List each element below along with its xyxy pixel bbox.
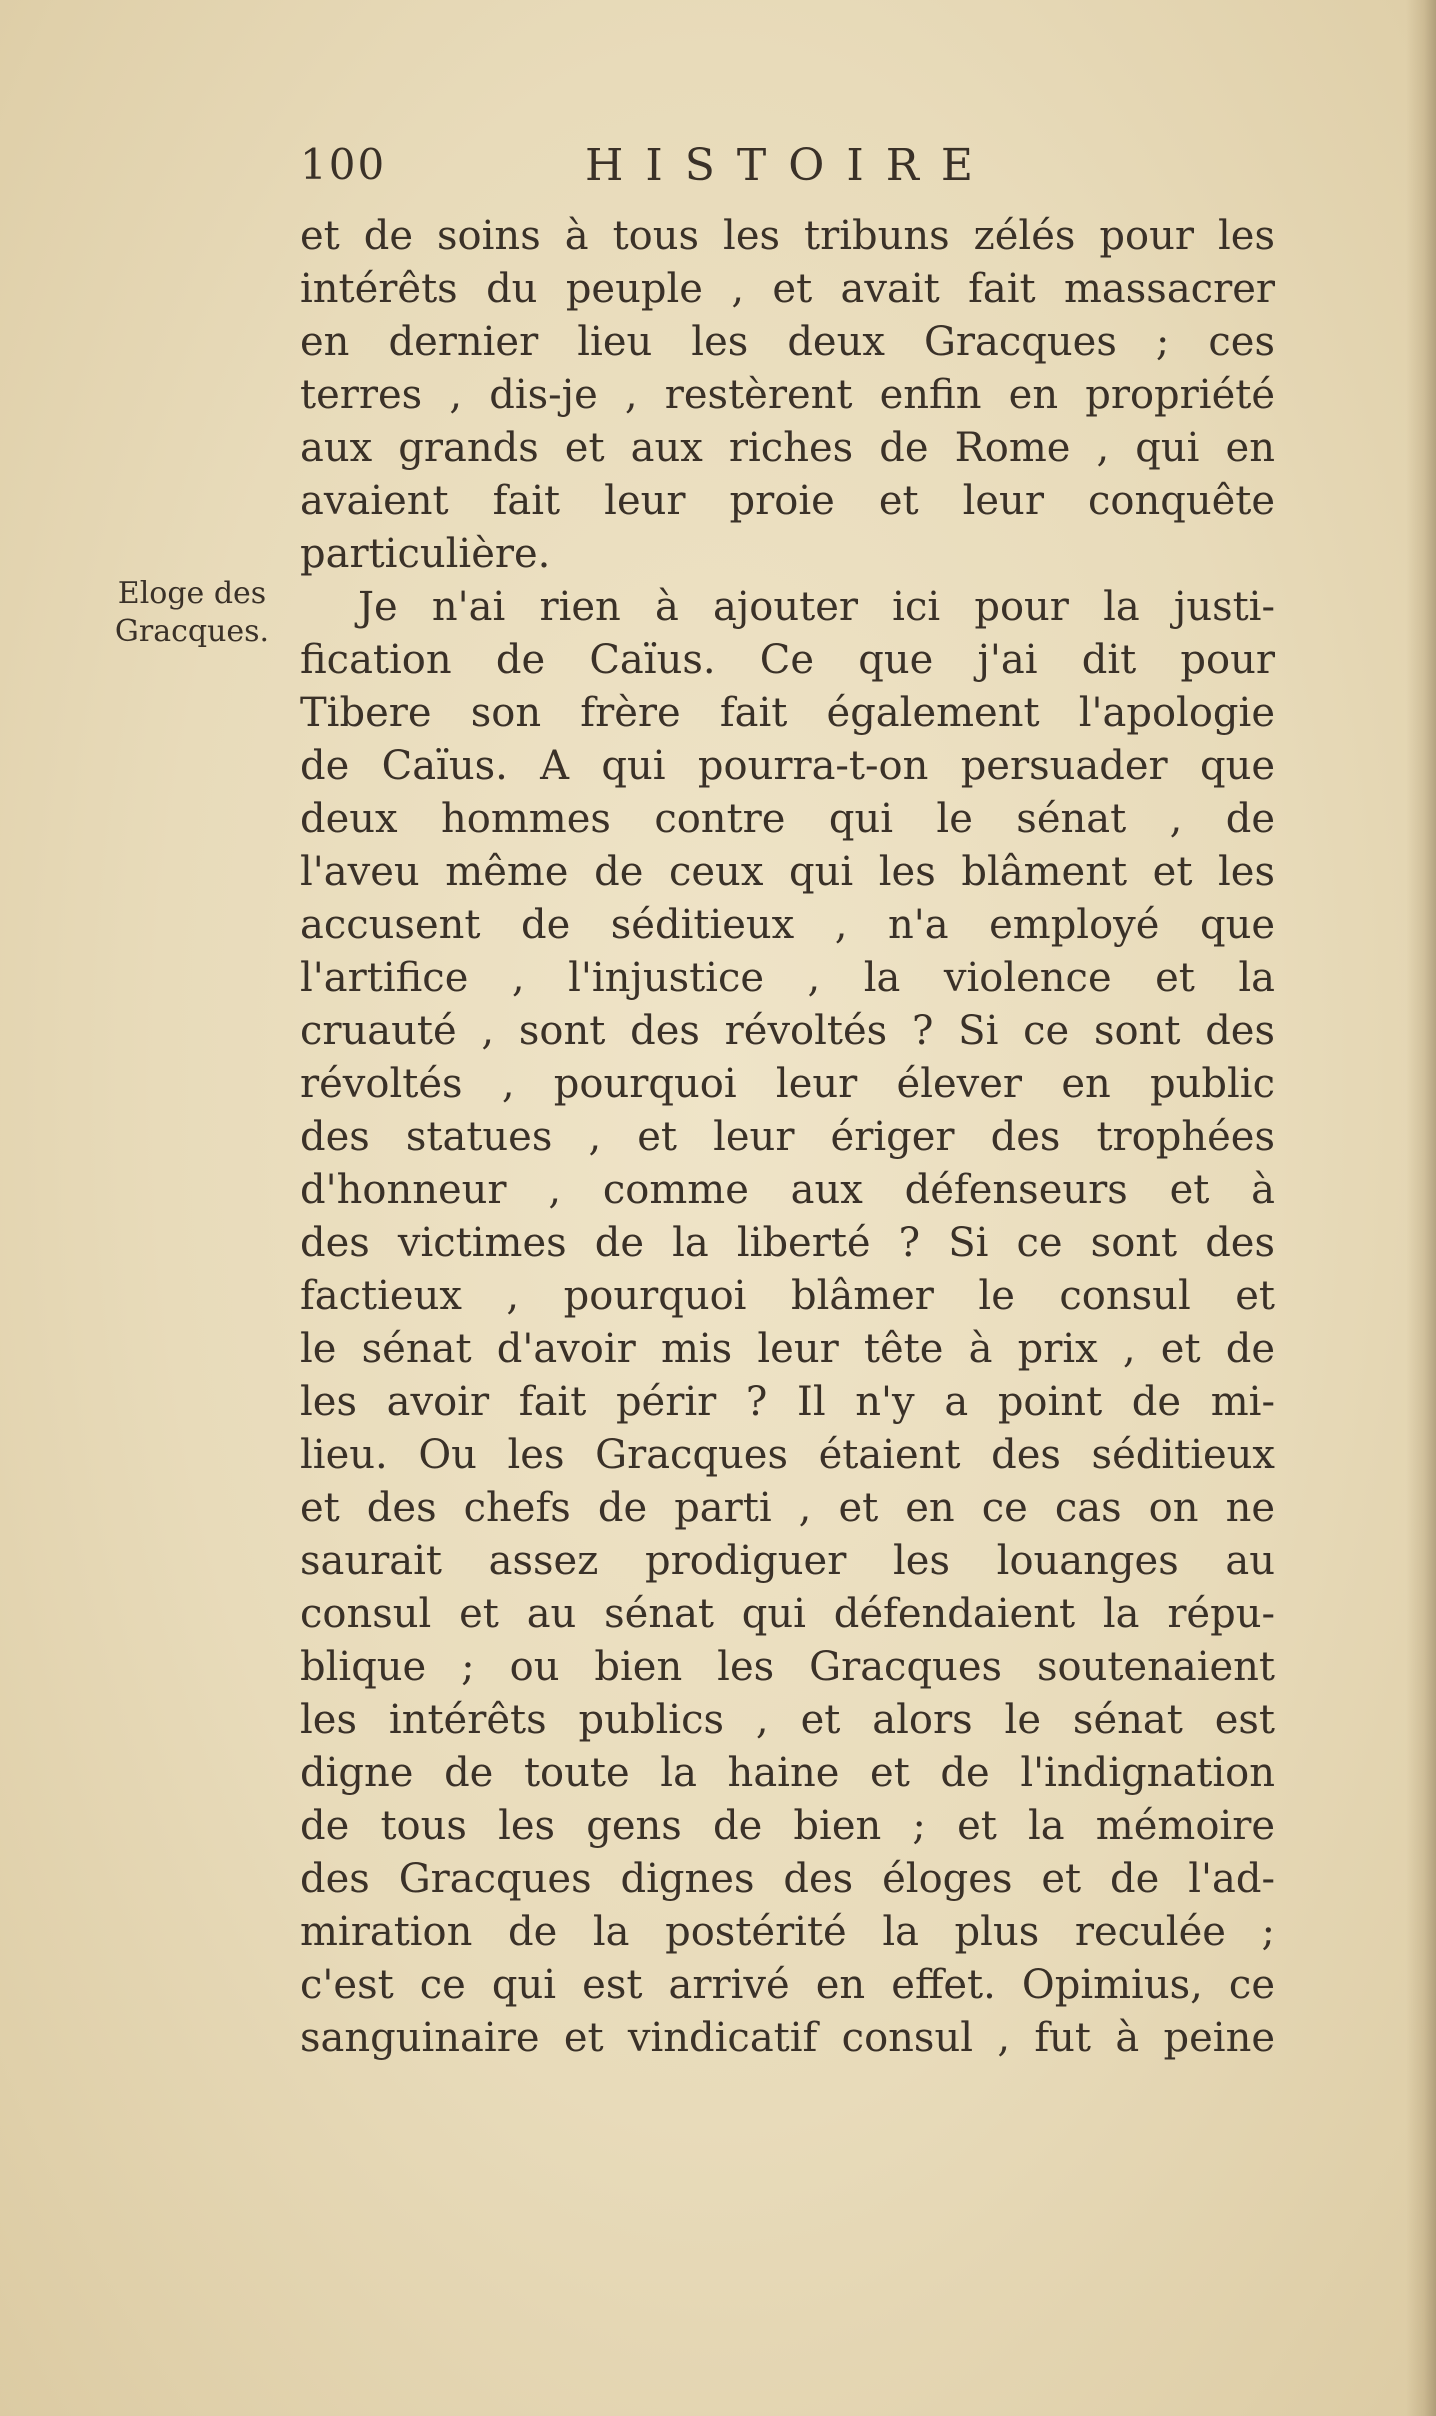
text-line: Tibere son frère fait également l'apologie	[300, 690, 1275, 736]
body-text	[300, 210, 1275, 2065]
text-line: fication de Caïus. Ce que j'ai dit pour	[300, 637, 1275, 683]
text-line: aux grands et aux riches de Rome , qui en	[300, 425, 1275, 471]
text-line: miration de la postérité la plus reculée ;	[300, 1909, 1275, 1955]
page-header	[300, 140, 1300, 200]
text-line: de Caïus. A qui pourra-t-on persuader que	[300, 743, 1275, 789]
text-line: les avoir fait périr ? Il n'y a point de mi-	[300, 1379, 1275, 1425]
text-line: saurait assez prodiguer les louanges au	[300, 1538, 1275, 1584]
text-line: d'honneur , comme aux défenseurs et à	[300, 1167, 1275, 1213]
text-line: et des chefs de parti , et en ce cas on ne	[300, 1485, 1275, 1531]
text-line: intérêts du peuple , et avait fait massacrer	[300, 266, 1275, 312]
text-line: terres , dis-je , restèrent enfin en propriété	[300, 372, 1275, 418]
margin-note	[92, 575, 292, 651]
text-line: révoltés , pourquoi leur élever en public	[300, 1061, 1275, 1107]
text-line: Je n'ai rien à ajouter ici pour la justi-	[358, 584, 1275, 630]
running-title: HISTOIRE	[585, 140, 995, 191]
page-number: 100	[300, 140, 387, 189]
margin-note-line: Gracques.	[114, 614, 270, 649]
text-line: des victimes de la liberté ? Si ce sont des	[300, 1220, 1275, 1266]
text-line: blique ; ou bien les Gracques soutenaient	[300, 1644, 1275, 1690]
text-line: lieu. Ou les Gracques étaient des séditieux	[300, 1432, 1275, 1478]
text-line: l'aveu même de ceux qui les blâment et les	[300, 849, 1275, 895]
page-edge-shadow	[1406, 0, 1436, 2416]
text-line: en dernier lieu les deux Gracques ; ces	[300, 319, 1275, 365]
text-line: sanguinaire et vindicatif consul , fut à peine	[300, 2015, 1275, 2061]
text-line: des statues , et leur ériger des trophées	[300, 1114, 1275, 1160]
text-line: digne de toute la haine et de l'indignation	[300, 1750, 1275, 1796]
text-line: deux hommes contre qui le sénat , de	[300, 796, 1275, 842]
text-line: et de soins à tous les tribuns zélés pour les	[300, 213, 1275, 259]
margin-note-line: Eloge des	[117, 576, 267, 611]
text-line: cruauté , sont des révoltés ? Si ce sont des	[300, 1008, 1275, 1054]
text-line: les intérêts publics , et alors le sénat est	[300, 1697, 1275, 1743]
text-line: factieux , pourquoi blâmer le consul et	[300, 1273, 1275, 1319]
text-line: consul et au sénat qui défendaient la répu-	[300, 1591, 1275, 1637]
text-line: particulière.	[300, 531, 551, 577]
text-line: le sénat d'avoir mis leur tête à prix , et de	[300, 1326, 1275, 1372]
text-line: accusent de séditieux , n'a employé que	[300, 902, 1275, 948]
text-line: de tous les gens de bien ; et la mémoire	[300, 1803, 1275, 1849]
text-line: l'artifice , l'injustice , la violence et la	[300, 955, 1275, 1001]
text-line: avaient fait leur proie et leur conquête	[300, 478, 1275, 524]
text-line: des Gracques dignes des éloges et de l'ad-	[300, 1856, 1275, 1902]
text-line: c'est ce qui est arrivé en effet. Opimius, ce	[300, 1962, 1275, 2008]
